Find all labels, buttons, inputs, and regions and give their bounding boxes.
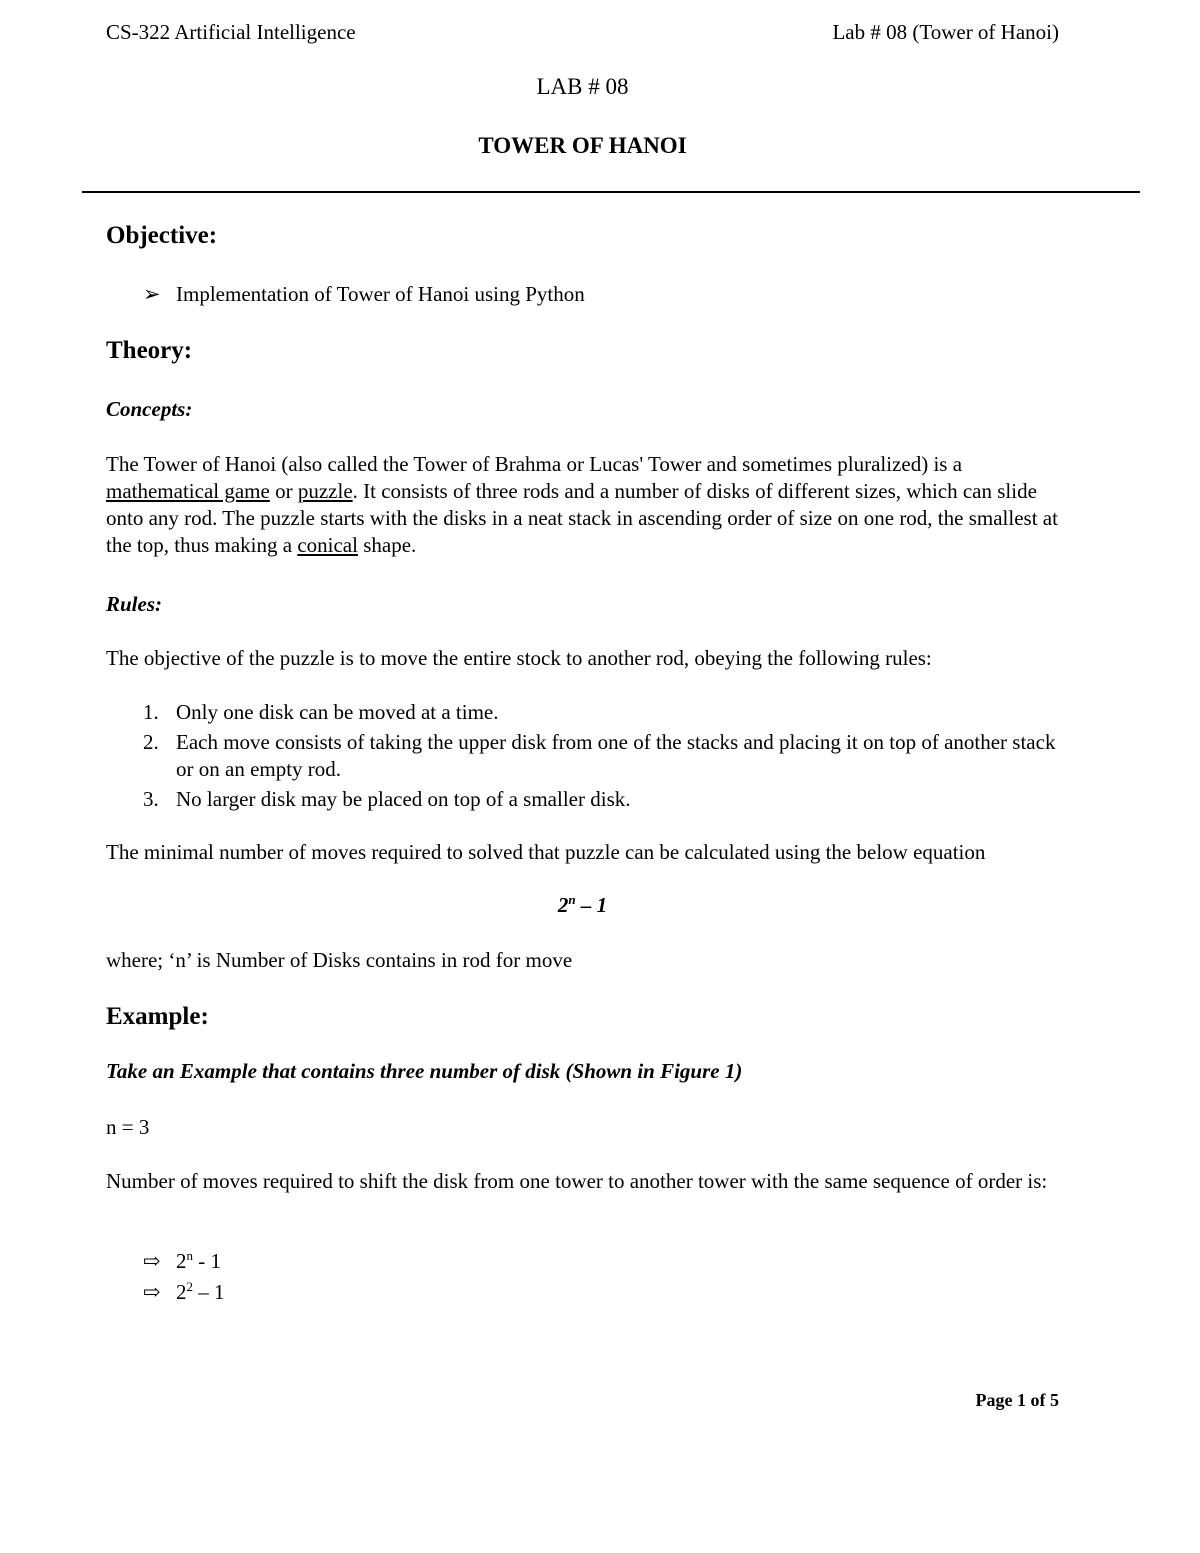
objective-heading: Objective: xyxy=(106,222,218,249)
concepts-heading: Concepts: xyxy=(106,397,193,421)
formula: 2$^n$ – 1 xyxy=(557,892,608,917)
header-lab: Lab # 08 (Tower of Hanoi) xyxy=(832,20,1059,44)
horizontal-rule xyxy=(82,191,1140,193)
conical-link[interactable]: conical xyxy=(297,533,358,557)
step-formula: 2$^n$ - 1 xyxy=(176,1248,221,1273)
lab-title: TOWER OF HANOI xyxy=(478,133,687,158)
header-course: CS-322 Artificial Intelligence xyxy=(106,20,356,44)
minimal-moves-text: The minimal number of moves required to solved that puzzle can be calculated using the below equation xyxy=(106,840,986,864)
rules-intro: The objective of the puzzle is to move the entire stock to another rod, obeying the following rules: xyxy=(106,646,932,670)
arrow-right-icon: ⇨ xyxy=(143,1249,161,1273)
page-number: Page 1 of 5 xyxy=(975,1390,1059,1410)
where-text: where; ‘n’ is Number of Disks contains in rod for move xyxy=(106,948,573,972)
theory-heading: Theory: xyxy=(106,337,193,364)
arrow-right-icon: ⇨ xyxy=(143,1280,161,1304)
objective-bullet: Implementation of Tower of Hanoi using Python xyxy=(176,282,585,306)
puzzle-link[interactable]: puzzle xyxy=(297,479,353,503)
arrow-bullet-icon: ➢ xyxy=(143,282,161,306)
mathematical-game-link[interactable]: mathematical game xyxy=(106,479,270,503)
rules-heading: Rules: xyxy=(106,592,163,616)
example-heading: Example: xyxy=(106,1003,209,1030)
step-formula: $2^2 - 1$ xyxy=(176,1279,225,1304)
lab-number: LAB # 08 xyxy=(536,74,629,99)
moves-text: Number of moves required to shift the disk from one tower to another tower with the same sequence of order is: xyxy=(106,1169,1048,1193)
n-value: n = 3 xyxy=(106,1115,150,1139)
concepts-paragraph: The Tower of Hanoi (also called the Tower of Brahma or Lucas' Tower and sometimes pluralized) is a mathematical game or puzzle. It consists of three rods and a number of disks of different sizes, which can slide onto any rod. The puzzle starts with the disks in a neat stack in ascending order of size on one rod, the smallest at the top, thus making a conical shape. xyxy=(106,452,1058,557)
example-subheading: Take an Example that contains three number of disk (Shown in Figure 1) xyxy=(106,1059,743,1083)
